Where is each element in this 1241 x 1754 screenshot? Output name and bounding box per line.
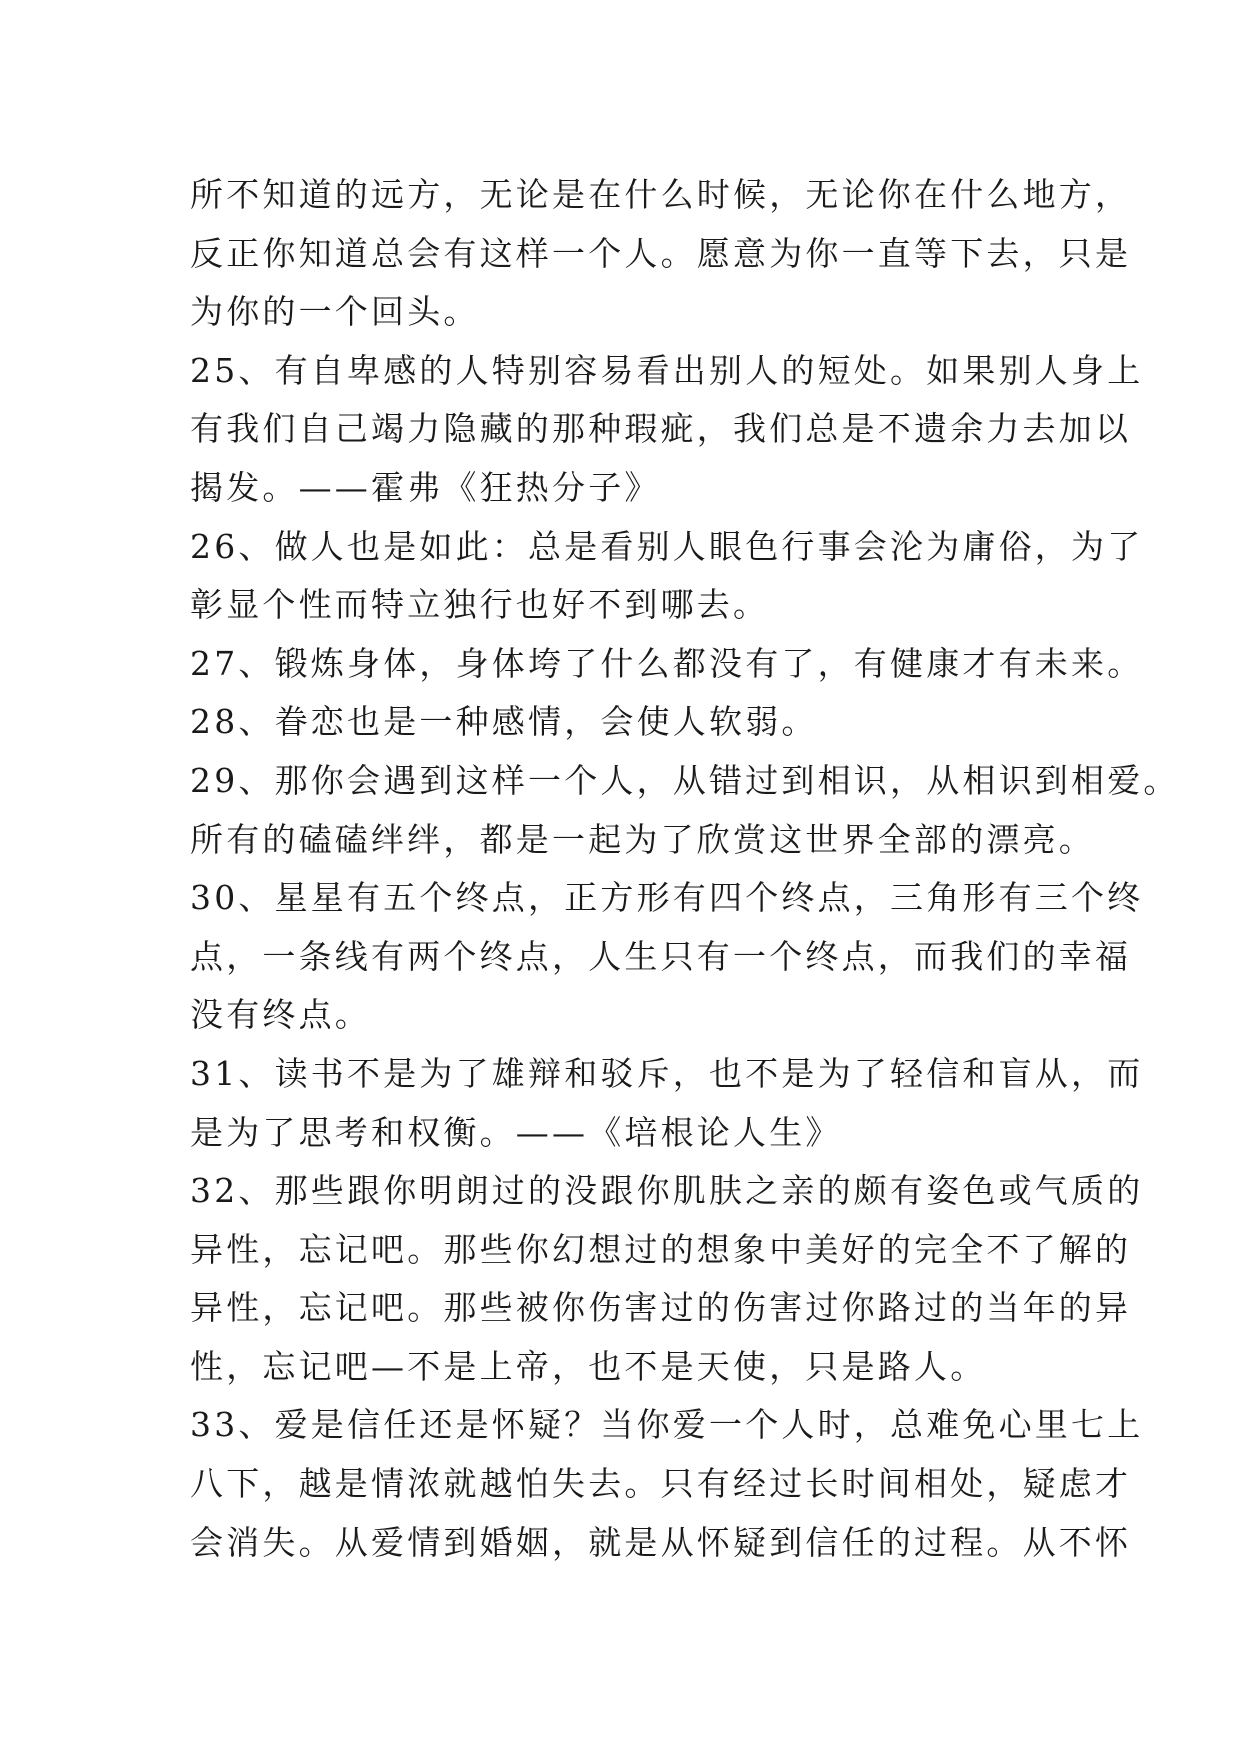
text-line: 会消失。从爱情到婚姻，就是从怀疑到信任的过程。从不怀: [190, 1522, 1132, 1562]
text-line: 31、读书不是为了雄辩和驳斥，也不是为了轻信和盲从，而: [190, 1053, 1144, 1093]
text-line: 25、有自卑感的人特别容易看出别人的短处。如果别人身上: [190, 350, 1144, 390]
text-line: 性，忘记吧—不是上帝，也不是天使，只是路人。: [190, 1346, 987, 1386]
text-line: 30、星星有五个终点，正方形有四个终点，三角形有三个终: [190, 878, 1144, 918]
text-line: 反正你知道总会有这样一个人。愿意为你一直等下去，只是: [190, 233, 1132, 273]
text-line: 27、锻炼身体，身体垮了什么都没有了，有健康才有未来。: [190, 643, 1144, 683]
text-line: 彰显个性而特立独行也好不到哪去。: [190, 585, 770, 625]
text-line: 揭发。——霍弗《狂热分子》: [190, 467, 661, 507]
text-line: 33、爱是信任还是怀疑？当你爱一个人时，总难免心里七上: [190, 1405, 1144, 1445]
text-line: 为你的一个回头。: [190, 292, 480, 332]
text-line: 异性，忘记吧。那些你幻想过的想象中美好的完全不了解的: [190, 1229, 1132, 1269]
text-line: 26、做人也是如此：总是看别人眼色行事会沦为庸俗，为了: [190, 526, 1144, 566]
text-line: 所有的磕磕绊绊，都是一起为了欣赏这世界全部的漂亮。: [190, 819, 1095, 859]
text-line: 是为了思考和权衡。——《培根论人生》: [190, 1112, 842, 1152]
text-line: 28、眷恋也是一种感情，会使人软弱。: [190, 702, 818, 742]
text-line: 32、那些跟你明朗过的没跟你肌肤之亲的颇有姿色或气质的: [190, 1171, 1144, 1211]
text-line: 没有终点。: [190, 995, 371, 1035]
text-line: 所不知道的远方，无论是在什么时候，无论你在什么地方，: [190, 175, 1132, 214]
text-line: 有我们自己竭力隐藏的那种瑕疵，我们总是不遗余力去加以: [190, 409, 1132, 449]
text-line: 异性，忘记吧。那些被你伤害过的伤害过你路过的当年的异: [190, 1288, 1132, 1328]
body-text: [190, 166, 1180, 1572]
text-line: 29、那你会遇到这样一个人，从错过到相识，从相识到相爱。: [190, 760, 1180, 800]
text-line: 点，一条线有两个终点，人生只有一个终点，而我们的幸福: [190, 936, 1132, 976]
text-line: 八下，越是情浓就越怕失去。只有经过长时间相处，疑虑才: [190, 1464, 1132, 1504]
